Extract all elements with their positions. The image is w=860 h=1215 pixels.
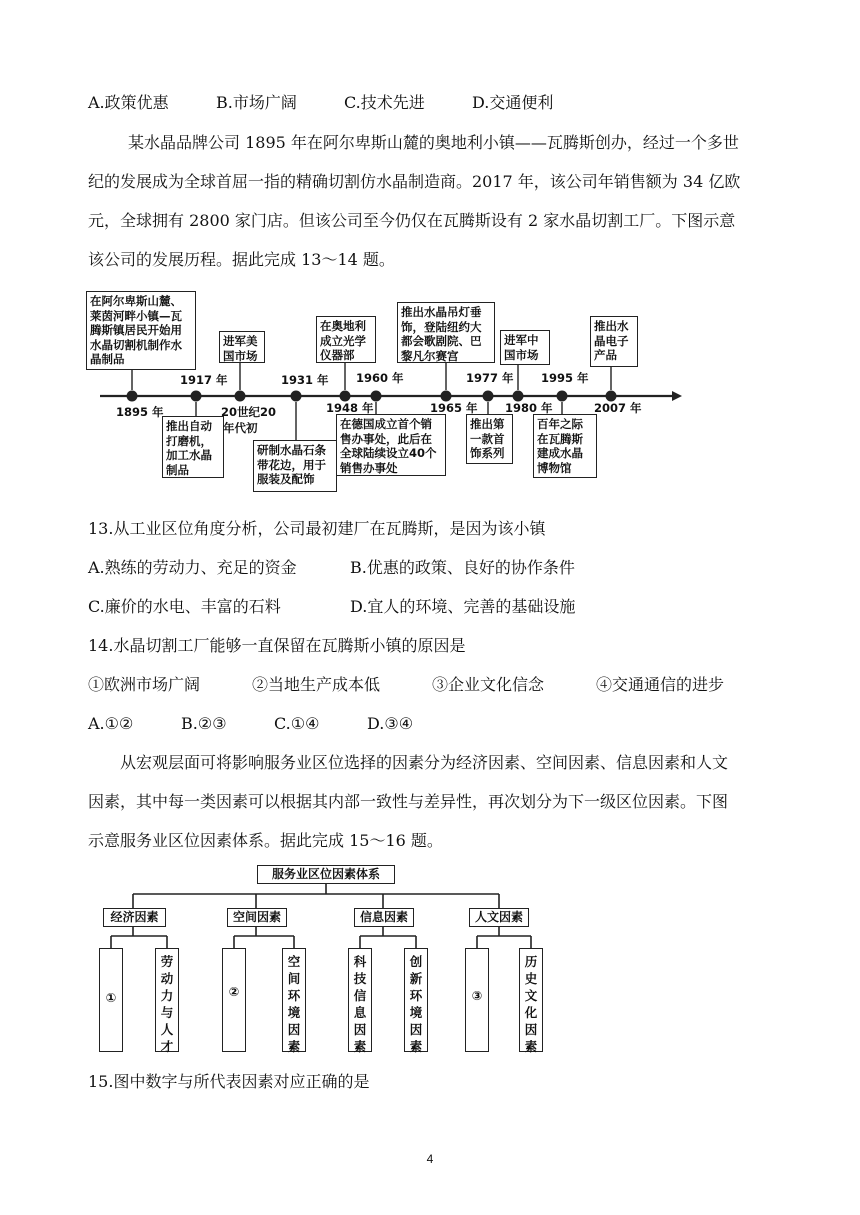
timeline-event-box: 推出自动打磨机，加工水晶制品 [162, 416, 224, 478]
tree-leaf-labor: 劳动力与人才 [155, 948, 179, 1052]
passage1-line-3: 元，全球拥有 2800 家门店。但该公司至今仍仅在瓦腾斯设有 2 家水晶切割工厂。下图示意 [88, 211, 736, 230]
q14-option-b: B.②③ [181, 714, 227, 733]
timeline-event-box: 推出水晶吊灯垂饰，登陆纽约大都会歌剧院、巴黎凡尔赛宫 [397, 302, 495, 363]
timeline-year: 年代初 [223, 421, 258, 435]
passage1-line-1: 某水晶品牌公司 1895 年在阿尔卑斯山麓的奥地利小镇——瓦腾斯创办，经过一个多世 [128, 133, 739, 152]
q13-stem: 13.从工业区位角度分析，公司最初建厂在瓦腾斯，是因为该小镇 [88, 519, 546, 538]
q12-option-d: D.交通便利 [472, 93, 554, 112]
passage1-line-4: 该公司的发展历程。据此完成 13～14 题。 [88, 250, 395, 269]
q13-option-d: D.宜人的环境、完善的基础设施 [350, 597, 576, 616]
q12-option-b: B.市场广阔 [216, 93, 297, 112]
timeline-event-box: 推出水晶电子产品 [590, 316, 638, 367]
timeline-year: 2007 年 [594, 401, 642, 415]
timeline-year: 1977 年 [466, 371, 514, 385]
q13-option-a: A.熟练的劳动力、充足的资金 [88, 558, 297, 577]
q14-item-2: ②当地生产成本低 [252, 675, 381, 694]
tree-leaf-1: ① [99, 948, 123, 1052]
tree-leaf-space-env: 空间环境因素 [282, 948, 306, 1052]
timeline-event-box: 百年之际在瓦腾斯建成水晶博物馆 [533, 414, 597, 478]
timeline-year: 1931 年 [281, 373, 329, 387]
timeline-year: 1980 年 [505, 401, 553, 415]
timeline-year: 1895 年 [116, 405, 164, 419]
timeline-year: 1965 年 [430, 401, 478, 415]
passage2-line-3: 示意服务业区位因素体系。据此完成 15～16 题。 [88, 831, 443, 850]
tree-root-box: 服务业区位因素体系 [257, 865, 395, 884]
q14-option-a: A.①② [88, 714, 134, 733]
passage1-line-2: 纪的发展成为全球首屈一指的精确切割仿水晶制造商。2017 年，该公司年销售额为 34 亿欧 [88, 172, 741, 191]
passage2-line-2: 因素，其中每一类因素可以根据其内部一致性与差异性，再次划分为下一级区位因素。下图 [88, 792, 729, 811]
tree-category-humanistic: 人文因素 [469, 908, 529, 927]
tree-leaf-innovation: 创新环境因素 [404, 948, 428, 1052]
q14-item-4: ④交通通信的进步 [596, 675, 725, 694]
q12-option-a: A.政策优惠 [88, 93, 169, 112]
timeline-event-box: 进军中国市场 [500, 330, 550, 365]
timeline-event-box: 在奥地利成立光学仪器部 [316, 316, 376, 363]
tree-leaf-tech-info: 科技信息因素 [348, 948, 372, 1052]
timeline-event-box: 研制水晶石条带花边，用于服装及配饰 [253, 440, 337, 492]
q15-stem: 15.图中数字与所代表因素对应正确的是 [88, 1072, 370, 1091]
timeline-event-box: 在德国成立首个销售办事处，此后在全球陆续设立40个销售办事处 [336, 414, 446, 476]
tree-leaf-2: ② [222, 948, 246, 1052]
tree-category-economic: 经济因素 [103, 908, 166, 927]
timeline-event-box: 推出第一款首饰系列 [466, 414, 513, 464]
tree-category-space: 空间因素 [227, 908, 287, 927]
tree-category-information: 信息因素 [354, 908, 414, 927]
timeline-year: 1948 年 [326, 401, 374, 415]
q14-option-d: D.③④ [367, 714, 414, 733]
timeline-year: 1917 年 [180, 373, 228, 387]
tree-leaf-history: 历史文化因素 [519, 948, 543, 1052]
tree-leaf-3: ③ [465, 948, 489, 1052]
page-number: 4 [426, 1152, 434, 1166]
q13-option-b: B.优惠的政策、良好的协作条件 [350, 558, 575, 577]
timeline-event-box: 在阿尔卑斯山麓、莱茵河畔小镇—瓦腾斯镇居民开始用水晶切割机制作水晶制品 [86, 291, 196, 370]
q12-option-c: C.技术先进 [344, 93, 425, 112]
timeline-year: 1995 年 [541, 371, 589, 385]
q14-stem: 14.水晶切割工厂能够一直保留在瓦腾斯小镇的原因是 [88, 636, 466, 655]
timeline-year: 1960 年 [356, 371, 404, 385]
passage2-line-1: 从宏观层面可将影响服务业区位选择的因素分为经济因素、空间因素、信息因素和人文 [120, 753, 729, 772]
q14-item-1: ①欧洲市场广阔 [88, 675, 201, 694]
q14-item-3: ③企业文化信念 [432, 675, 545, 694]
q14-option-c: C.①④ [274, 714, 320, 733]
timeline-year: 20世纪20 [221, 405, 277, 419]
timeline-event-box: 进军美国市场 [219, 331, 265, 363]
q13-option-c: C.廉价的水电、丰富的石料 [88, 597, 281, 616]
